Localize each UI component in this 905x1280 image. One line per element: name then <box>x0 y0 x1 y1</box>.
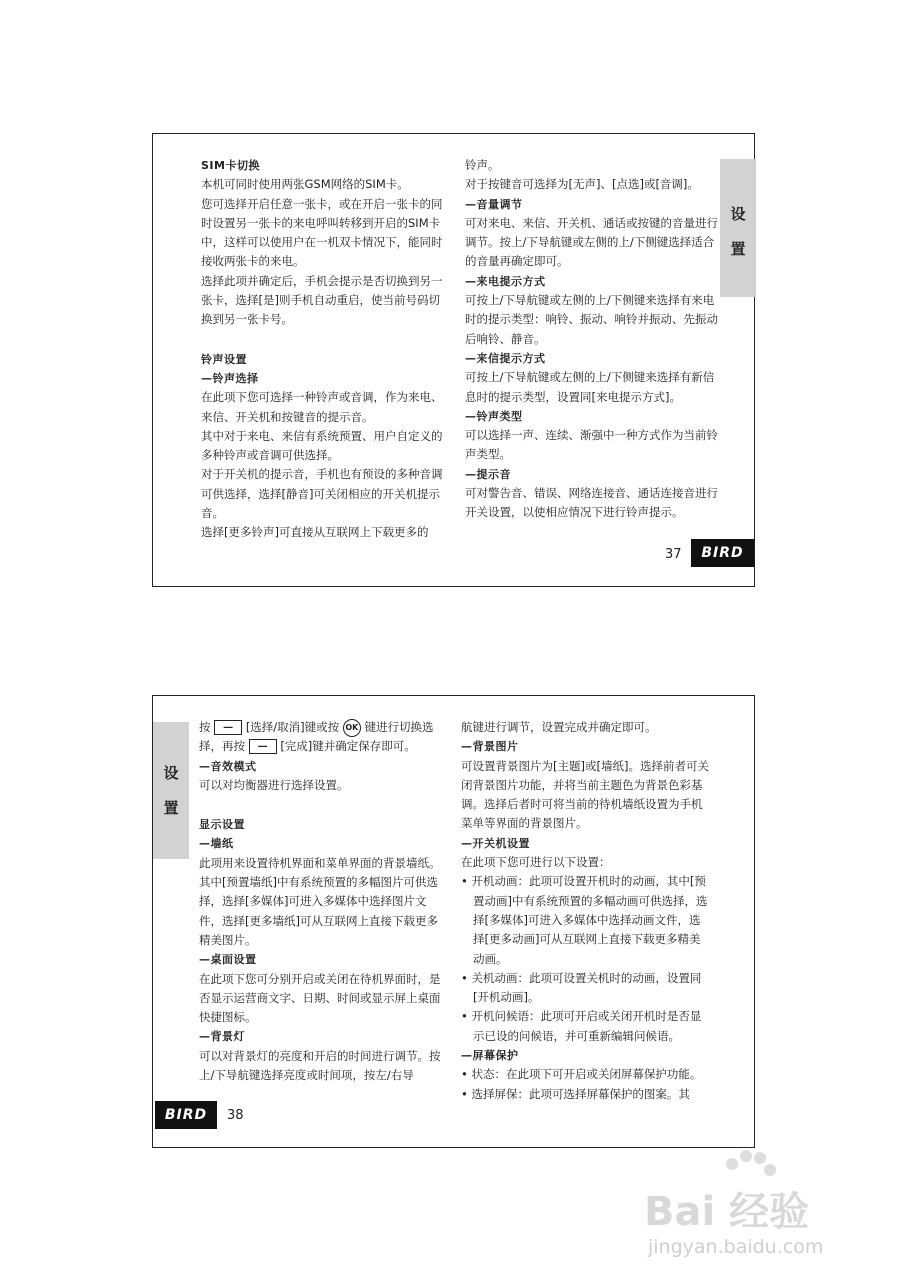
section-heading: —铃声类型 <box>465 409 523 423</box>
section-heading: —音效模式 <box>199 759 257 773</box>
section-heading: 铃声设置 <box>201 352 247 366</box>
bullet-item: • 开机动画：此项可设置开机时的动画，其中[预置动画]中有系统预置的多幅动画可供选择，选择[多媒体]可进入多媒体中选择动画文件，选择[更多动画]可从互联网上直接下载更多精美动画。 <box>461 874 708 966</box>
bird-logo: BIRD <box>691 539 754 567</box>
paragraph: 选择此项并确定后，手机会提示是否切换到另一张卡，选择[是]则手机自动重启，使当前号码切换到另一张卡号。 <box>201 273 443 327</box>
right-softkey-icon: — <box>249 739 277 754</box>
section-heading: —开关机设置 <box>461 836 530 850</box>
tab-char-1: 设 <box>163 764 179 782</box>
paragraph: 对于按键音可选择为[无声]、[点选]或[音调]。 <box>465 177 699 192</box>
section-heading: —屏幕保护 <box>461 1049 519 1063</box>
spacer <box>201 330 449 350</box>
tab-char-1: 设 <box>730 205 746 223</box>
bullet-item: • 关机动画：此项可设置关机时的动画，设置同[开机动画]。 <box>461 970 702 1005</box>
section-heading: —墙纸 <box>199 837 234 851</box>
tab-char-2: 置 <box>730 240 746 258</box>
left-softkey-icon: — <box>214 720 242 735</box>
section-heading: —背景灯 <box>199 1030 245 1044</box>
intro-text-1: 按 <box>199 720 211 734</box>
p38-right-column <box>461 718 709 1104</box>
paragraph: 可对警告音、错误、网络连接音、通话连接音进行开关设置，以使相应情况下进行铃声提示。 <box>465 486 718 520</box>
paragraph: 铃声。 <box>465 158 500 172</box>
page-number: 37 <box>665 547 682 562</box>
spacer <box>199 795 449 815</box>
paragraph: 可按上/下导航键或左侧的上/下侧键来选择有新信息时的提示类型，设置同[来电提示方式]。 <box>465 370 715 404</box>
paragraph: 航键进行调节，设置完成并确定即可。 <box>461 720 657 734</box>
watermark-brand: Bai 经验 <box>644 1189 810 1235</box>
tab-char-2: 置 <box>163 799 179 817</box>
p38-left-content <box>199 757 449 1086</box>
paragraph: 选择[更多铃声]可直接从互联网上下载更多的 <box>201 525 429 540</box>
paragraph: 可以对均衡器进行选择设置。 <box>199 777 349 792</box>
watermark-url: jingyan.baidu.com <box>648 1236 824 1258</box>
section-heading: —桌面设置 <box>199 953 257 967</box>
paragraph: 您可选择开启任意一张卡，或在开启一张卡的同时设置另一张卡的来电呼叫转移到开启的SIM卡中，这样可以使用户在一机双卡情况下，能同时接收两张卡的来电。 <box>201 196 443 269</box>
paragraph: 可按上/下导航键或左侧的上/下侧键来选择有来电时的提示类型：响铃、振动、响铃并振动、先振动后响铃、静音。 <box>465 293 718 346</box>
page-number: 38 <box>227 1108 244 1123</box>
section-tab-settings <box>153 722 189 859</box>
manual-page-37 <box>152 133 755 587</box>
baidu-watermark <box>640 1150 890 1270</box>
section-heading: SIM卡切换 <box>201 159 260 172</box>
paragraph: 此项用来设置待机界面和菜单界面的背景墙纸。其中[预置墙纸]中有系统预置的多幅图片可供选择，选择[多媒体]可进入多媒体中选择图片文件，选择[更多墙纸]可从互联网上直接下载更多精美图片。 <box>199 855 441 947</box>
ok-key-icon: OK <box>343 719 361 737</box>
paragraph: 可对来电、来信、开关机、通话或按键的音量进行调节。按上/下导航键或左侧的上/下侧键选择适合的音量再确定即可。 <box>465 215 718 269</box>
intro-text-2: [选择/取消]键或按 <box>245 720 340 734</box>
intro-text-3: 键进行切换选择，再按 <box>199 720 434 754</box>
bird-logo: BIRD <box>155 1101 217 1129</box>
paragraph: 在此项下您可分别开启或关闭在待机界面时，是否显示运营商文字、日期、时间或显示屏上桌面快捷图标。 <box>199 971 441 1025</box>
paragraph: 在此项下您可进行以下设置： <box>461 855 611 870</box>
section-heading: —来电提示方式 <box>465 274 546 288</box>
p37-right-column <box>465 156 719 523</box>
bullet-item: • 选择屏保：此项可选择屏幕保护的图案。其 <box>461 1086 690 1101</box>
section-heading: —铃声选择 <box>201 371 259 385</box>
manual-page-38 <box>152 695 755 1148</box>
section-heading: —背景图片 <box>461 740 519 754</box>
section-heading: —提示音 <box>465 467 511 481</box>
paragraph: 可设置背景图片为[主题]或[墙纸]。选择前者可关闭背景图片功能，并将当前主题色为背景色彩基调。选择后者时可将当前的待机墙纸设置为手机菜单等界面的背景图片。 <box>461 758 709 831</box>
section-tab-settings <box>720 159 756 297</box>
paragraph: 本机可同时使用两张GSM网络的SIM卡。 <box>201 177 409 192</box>
section-heading: 显示设置 <box>199 818 245 832</box>
key-instruction <box>199 718 449 757</box>
intro-text-4: [完成]键并确定保存即可。 <box>280 739 416 754</box>
p37-left-column <box>201 156 449 543</box>
p38-left-column <box>199 718 449 1085</box>
paragraph: 对于开关机的提示音，手机也有预设的多种音调可供选择，选择[静音]可关闭相应的开关机提示音。 <box>201 467 443 521</box>
paragraph: 可以对背景灯的亮度和开启的时间进行调节。按上/下导航键选择亮度或时间项，按左/右导 <box>199 1048 441 1083</box>
section-heading: —音量调节 <box>465 197 523 211</box>
paragraph: 可以选择一声、连续、渐强中一种方式作为当前铃声类型。 <box>465 428 718 462</box>
bullet-item: • 开机问候语：此项可开启或关闭开机时是否显示已设的问候语，并可重新编辑问候语。 <box>461 1009 702 1043</box>
bullet-item: • 状态：在此项下可开启或关闭屏幕保护功能。 <box>461 1067 702 1082</box>
paragraph: 其中对于来电、来信有系统预置、用户自定义的多种铃声或音调可供选择。 <box>201 428 443 463</box>
section-heading: —来信提示方式 <box>465 351 546 365</box>
paragraph: 在此项下您可选择一种铃声或音调，作为来电、来信、开关机和按键音的提示音。 <box>201 390 443 424</box>
